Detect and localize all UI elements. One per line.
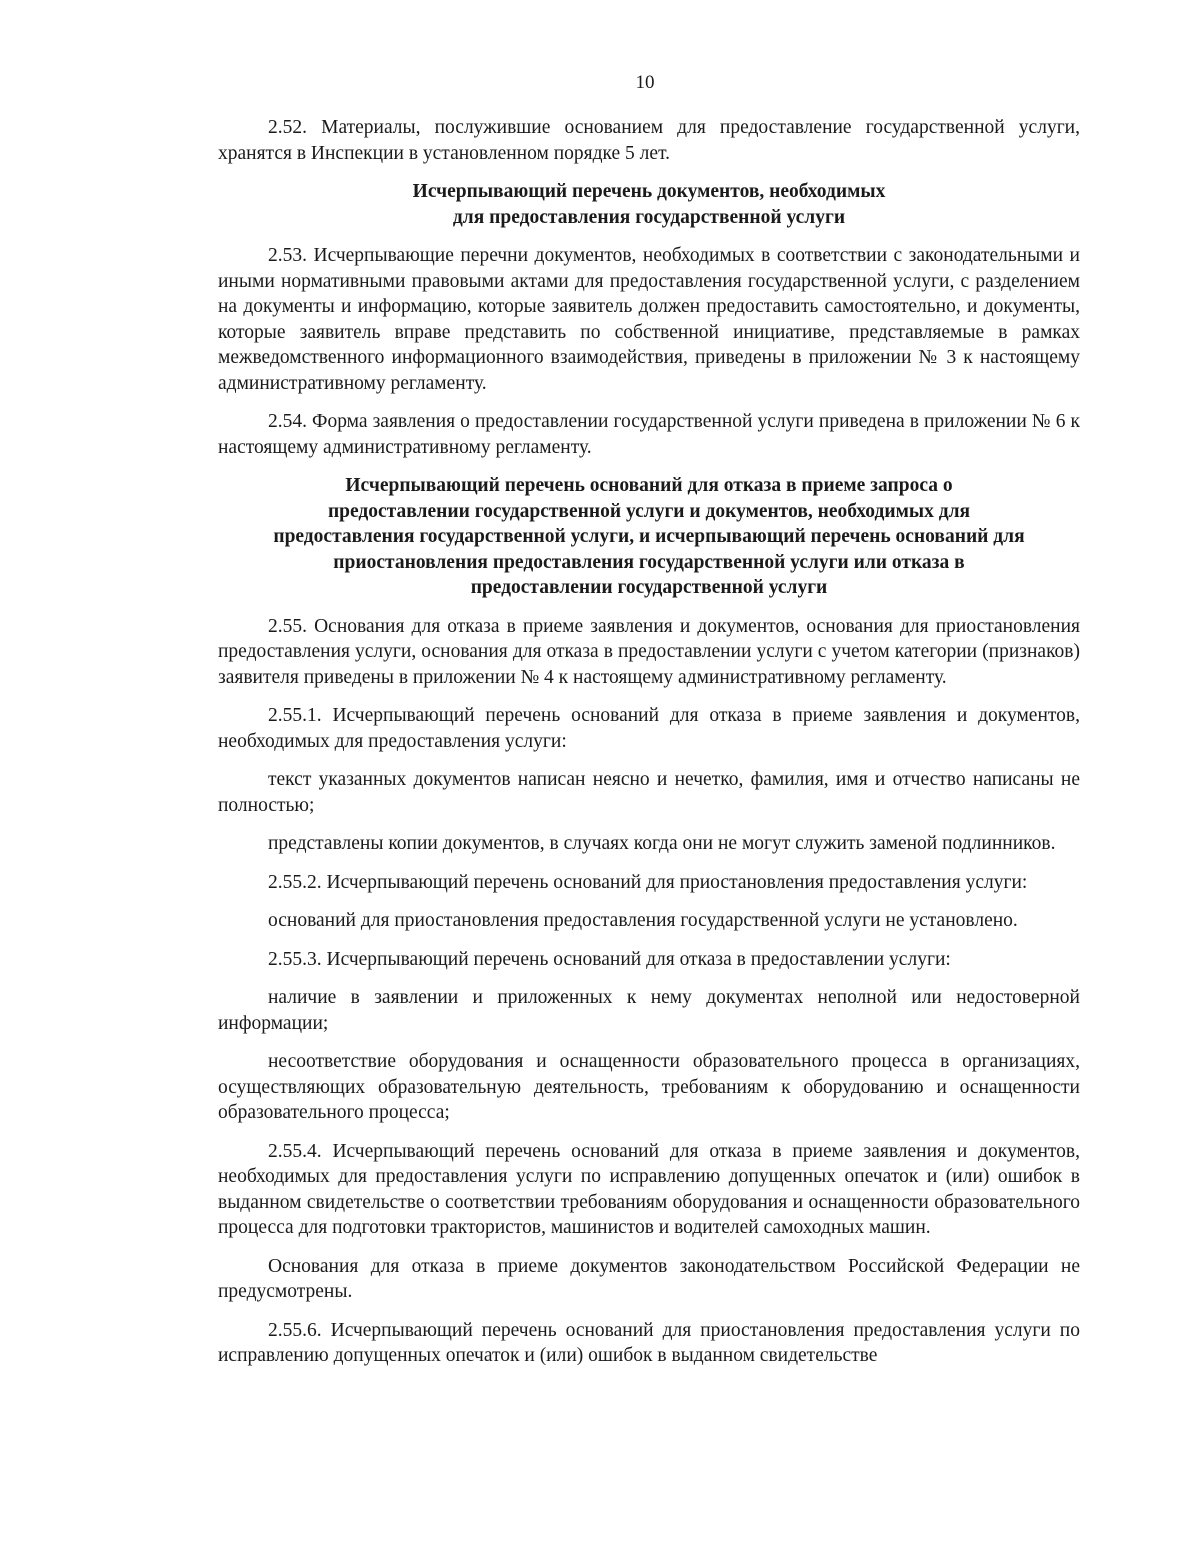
paragraph-no-suspension-grounds: оснований для приостановления предоставления государственной услуги не установлено.: [268, 910, 1018, 931]
heading-line: предоставлении государственной услуги и документов, необходимых для: [327, 500, 971, 522]
paragraph-no-refusal-grounds: Основания для отказа в приеме документов законодательством Российской Федерации не предусмотрены.: [218, 1255, 1080, 1302]
heading-refusal-grounds: [218, 473, 1080, 601]
paragraph-2-55-4: 2.55.4. Исчерпывающий перечень оснований для отказа в приеме заявления и документов, необходимых для предоставления услуги по исправлению допущенных опечаток и (или) ошибок в выданном свидетельстве о соответствии требованиям оборудования и оснащенности образовательного процесса для подготовки трактористов, машинистов и водителей самоходных машин.: [218, 1140, 1080, 1238]
paragraph-ground-incomplete-info: наличие в заявлении и приложенных к нему документах неполной или недостоверной информации;: [218, 987, 1080, 1034]
paragraph-2-55: 2.55. Основания для отказа в приеме заявления и документов, основания для приостановления предоставления услуги, основания для отказа в предоставлении услуги с учетом категории (признаков) заявителя приведены в приложении № 4 к настоящему административному регламенту.: [218, 615, 1080, 688]
paragraph-2-55-3: 2.55.3. Исчерпывающий перечень оснований для отказа в предоставлении услуги:: [268, 948, 951, 970]
paragraph-2-55-2: 2.55.2. Исчерпывающий перечень оснований для приостановления предоставления услуги:: [268, 871, 1028, 893]
heading-line: для предоставления государственной услуги: [452, 206, 846, 228]
heading-line: приостановления предоставления государственной услуги или отказа в: [333, 551, 965, 573]
heading-line: Исчерпывающий перечень оснований для отказа в приеме запроса о: [345, 475, 953, 496]
heading-line: предоставлении государственной услуги: [470, 577, 828, 598]
page-number: 10: [635, 72, 655, 93]
document-body: [218, 115, 1080, 1382]
paragraph-2-55-6: 2.55.6. Исчерпывающий перечень оснований для приостановления предоставления услуги по исправлению допущенных опечаток и (или) ошибок в выданном свидетельстве: [218, 1319, 1080, 1366]
paragraph-2-53: 2.53. Исчерпывающие перечни документов, необходимых в соответствии с законодательными и иными нормативными правовыми актами для предоставления государственной услуги, с разделением на документы и информацию, которые заявитель должен предоставить самостоятельно, и документы, которые заявитель вправе представить по собственной инициативе, представляемые в рамках межведомственного информационного взаимодействия, приведены в приложении № 3 к настоящему административному регламенту.: [218, 245, 1080, 394]
paragraph-ground-equipment-mismatch: несоответствие оборудования и оснащенности образовательного процесса в организациях, осуществляющих образовательную деятельность, требованиям к оборудованию и оснащенности образовательного процесса;: [218, 1051, 1080, 1123]
paragraph-2-55-1: 2.55.1. Исчерпывающий перечень оснований для отказа в приеме заявления и документов, необходимых для предоставления услуги:: [218, 705, 1080, 752]
heading-line: предоставления государственной услуги, и исчерпывающий перечень оснований для: [273, 526, 1025, 547]
paragraph-ground-unclear-text: текст указанных документов написан неясно и нечетко, фамилия, имя и отчество написаны не полностью;: [218, 769, 1080, 816]
heading-line: Исчерпывающий перечень документов, необходимых: [412, 181, 886, 202]
paragraph-ground-copies: представлены копии документов, в случаях когда они не могут служить заменой подлинников.: [268, 833, 1056, 854]
paragraph-2-54: 2.54. Форма заявления о предоставлении государственной услуги приведена в приложении № 6 к настоящему административному регламенту.: [218, 411, 1080, 458]
heading-documents-list: [218, 179, 1080, 230]
paragraph-2-52: 2.52. Материалы, послужившие основанием для предоставление государственной услуги, хранятся в Инспекции в установленном порядке 5 лет.: [218, 117, 1080, 164]
